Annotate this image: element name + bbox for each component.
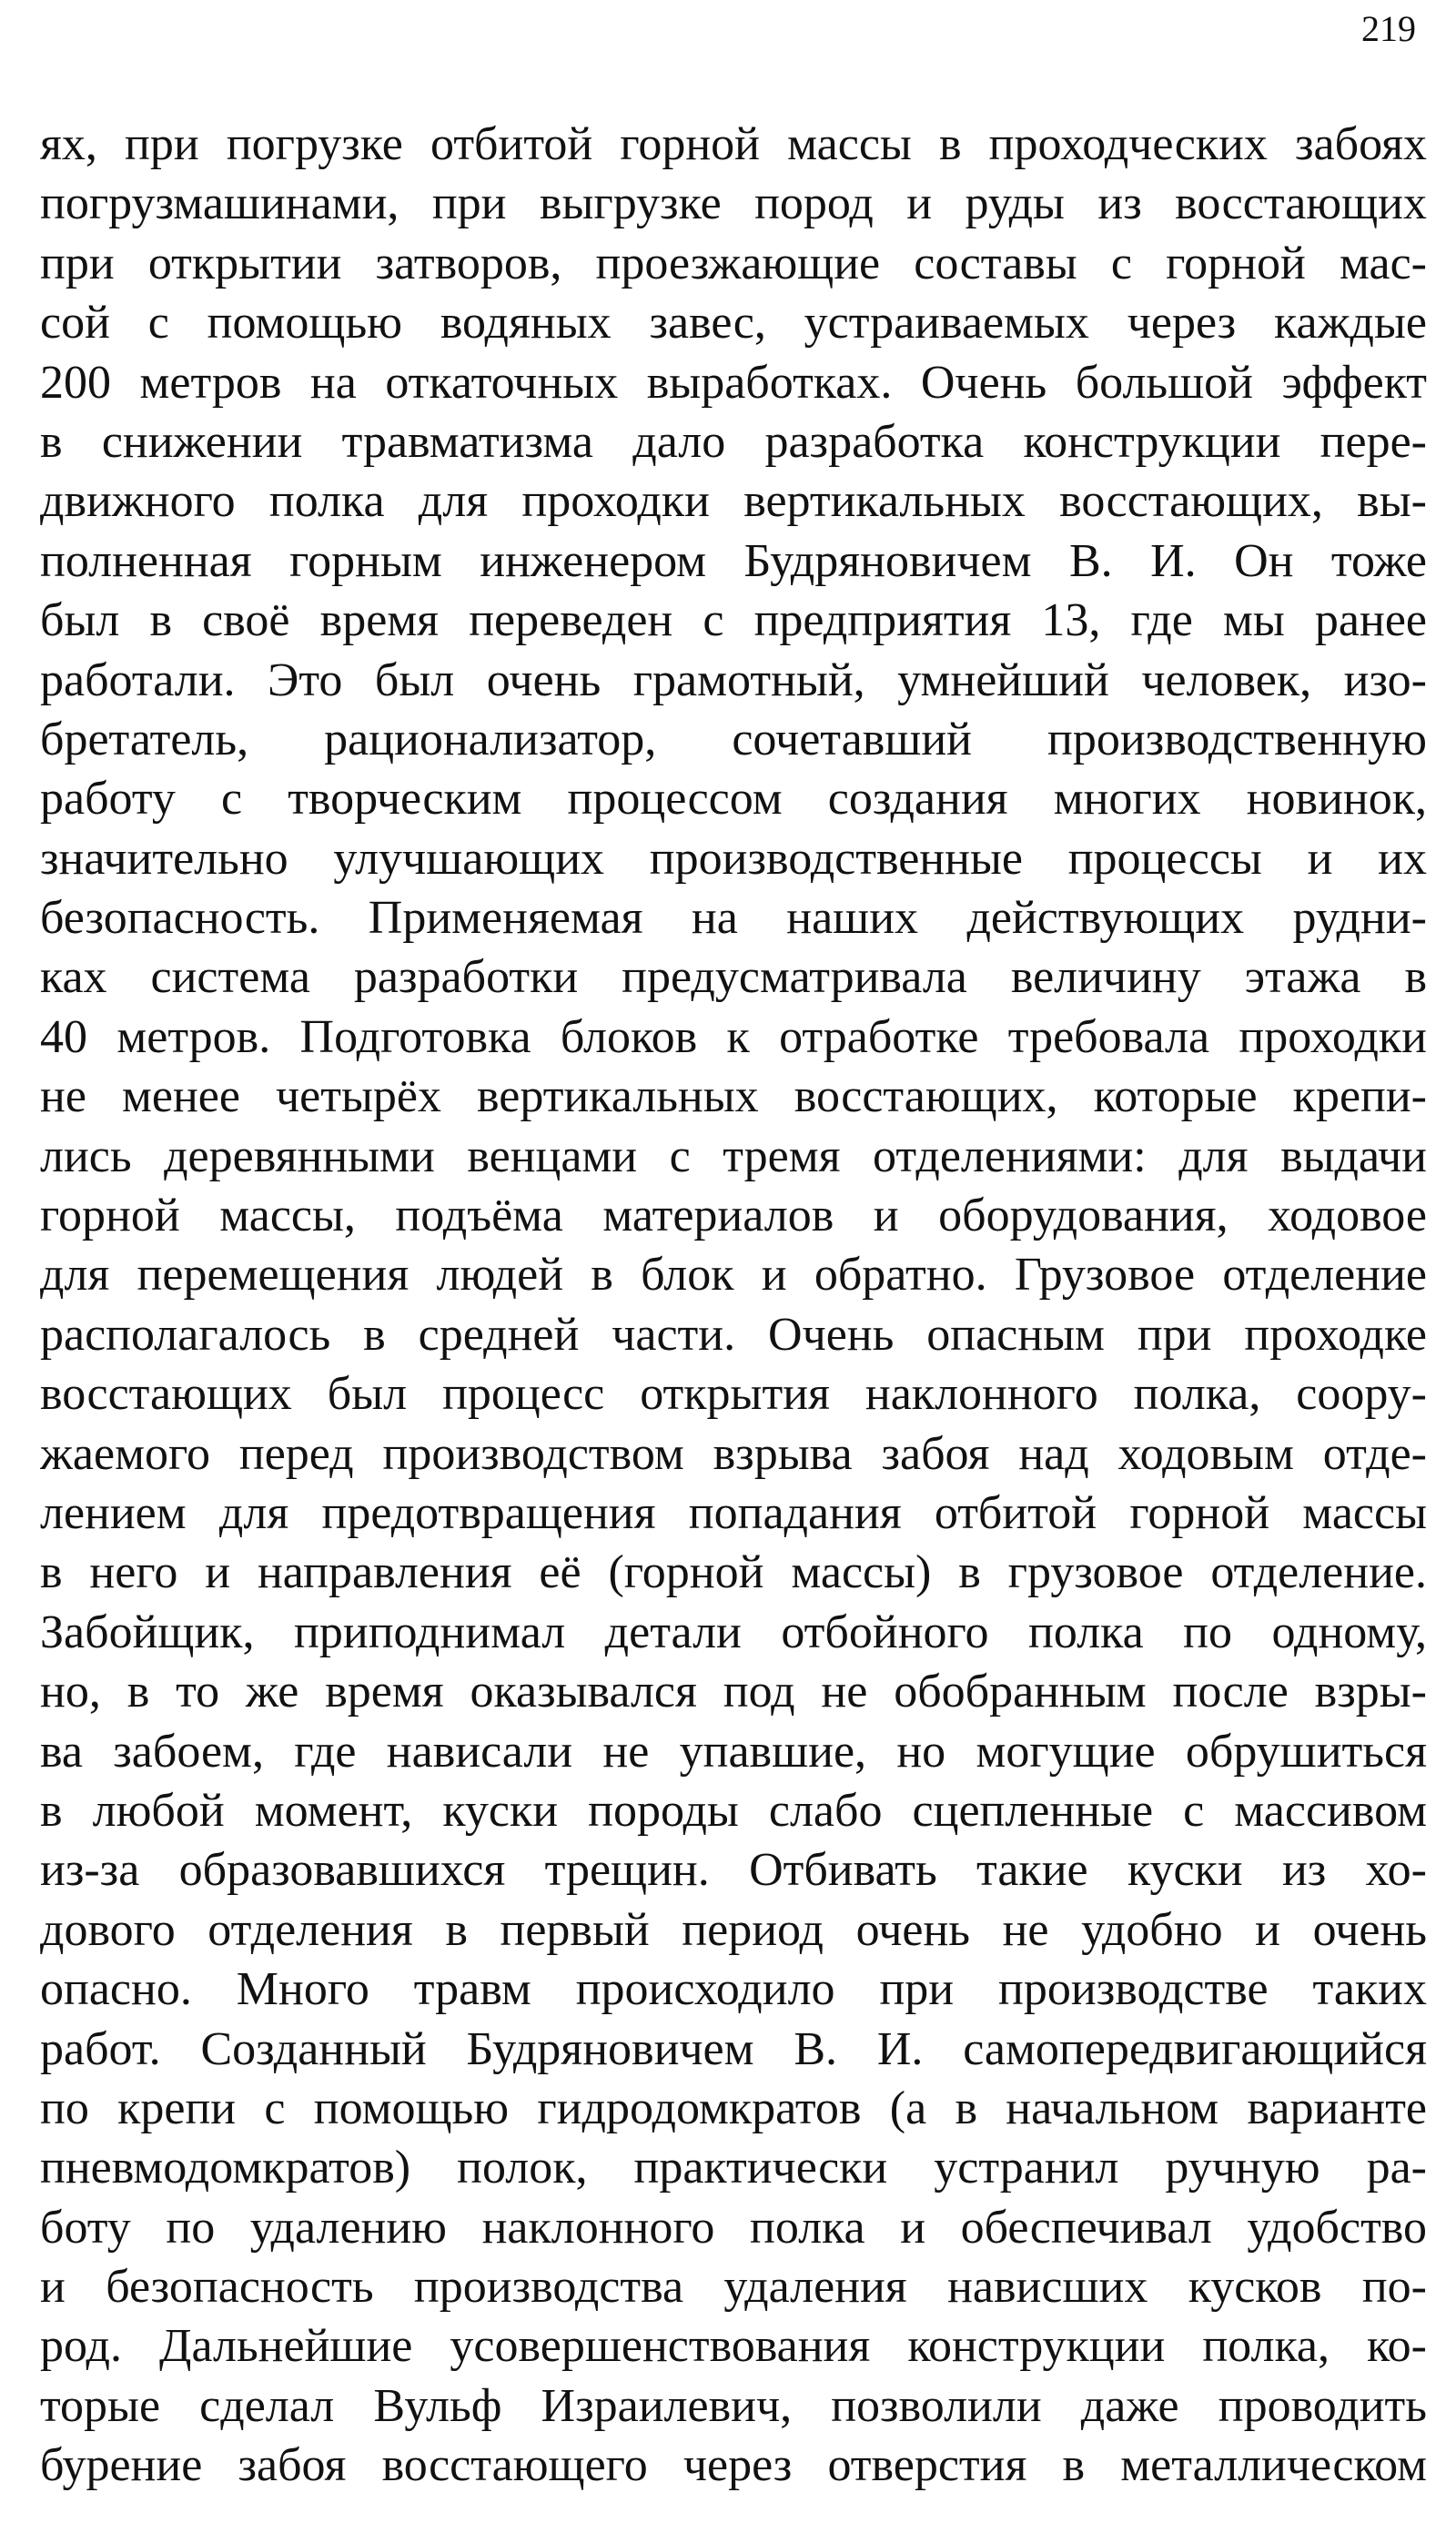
text-line: ва забоем, где нависали не упавшие, но могущие обрушиться [40,1725,1427,1778]
text-line: при открытии затворов, проезжающие составы с горной мас- [40,237,1427,289]
text-line: но, в то же время оказывался под не обобранным после взры- [40,1666,1427,1718]
text-line: дового отделения в первый период очень не удобно и очень [40,1903,1427,1956]
text-line: в снижении травматизма дало разработка конструкции пере- [40,415,1427,468]
text-line: для перемещения людей в блок и обратно. Грузовое отделение [40,1249,1427,1302]
text-line: 200 метров на откаточных выработках. Очень большой эффект [40,356,1427,409]
page-number: 219 [1361,8,1416,49]
text-line: торые сделал Вульф Израилевич, позволили даже проводить [40,2379,1427,2432]
text-line: не менее четырёх вертикальных восстающих, которые крепи- [40,1070,1427,1123]
text-line: в него и направления её (горной массы) в грузовое отделение. [40,1546,1427,1599]
text-line: в любой момент, куски породы слабо сцепленные с массивом [40,1784,1427,1837]
text-line: ках система разработки предусматривала величину этажа в [40,951,1427,1004]
text-line: безопасность. Применяемая на наших действующих рудни- [40,892,1427,945]
text-line: род. Дальнейшие усовершенствования конструкции полка, ко- [40,2320,1427,2373]
text-line: Забойщик, приподнимал детали отбойного полка по одному, [40,1606,1427,1658]
text-line: бурение забоя восстающего через отверстия в металлическом [40,2439,1427,2492]
text-line: движного полка для проходки вертикальных восстающих, вы- [40,475,1427,528]
body-text [40,115,1427,2496]
text-line: из-за образовавшихся трещин. Отбивать такие куски из хо- [40,1844,1427,1897]
text-line: значительно улучшающих производственные процессы и их [40,832,1427,885]
text-line: 40 метров. Подготовка блоков к отработке требовала проходки [40,1010,1427,1063]
text-line: работу с творческим процессом создания многих новинок, [40,773,1427,826]
text-line: ях, при погрузке отбитой горной массы в проходческих забоях [40,118,1427,170]
text-line: работали. Это был очень грамотный, умнейший человек, изо- [40,654,1427,706]
text-line: боту по удалению наклонного полка и обеспечивал удобство [40,2201,1427,2254]
text-line: погрузмашинами, при выгрузке пород и руды из восстающих [40,177,1427,230]
text-line: был в своё время переведен с предприятия 13, где мы ранее [40,594,1427,647]
text-line: работ. Созданный Будряновичем В. И. самопередвигающийся [40,2022,1427,2075]
text-line: лись деревянными венцами с тремя отделениями: для выдачи [40,1130,1427,1182]
text-line: располагалось в средней части. Очень опасным при проходке [40,1308,1427,1361]
text-line: восстающих был процесс открытия наклонного полка, соору- [40,1368,1427,1421]
text-line: жаемого перед производством взрыва забоя над ходовым отде- [40,1427,1427,1480]
text-line: опасно. Много травм происходило при производстве таких [40,1963,1427,2016]
text-line: по крепи с помощью гидродомкратов (а в начальном варианте [40,2082,1427,2134]
text-line: полненная горным инженером Будряновичем В. И. Он тоже [40,534,1427,587]
text-line: бретатель, рационализатор, сочетавший производственную [40,713,1427,765]
text-line: сой с помощью водяных завес, устраиваемых через каждые [40,297,1427,350]
text-line: пневмодомкратов) полок, практически устранил ручную ра- [40,2142,1427,2194]
text-line: лением для предотвращения попадания отбитой горной массы [40,1486,1427,1539]
text-line: горной массы, подъёма материалов и оборудования, ходовое [40,1190,1427,1242]
text-line: и безопасность производства удаления нависших кусков по- [40,2261,1427,2314]
